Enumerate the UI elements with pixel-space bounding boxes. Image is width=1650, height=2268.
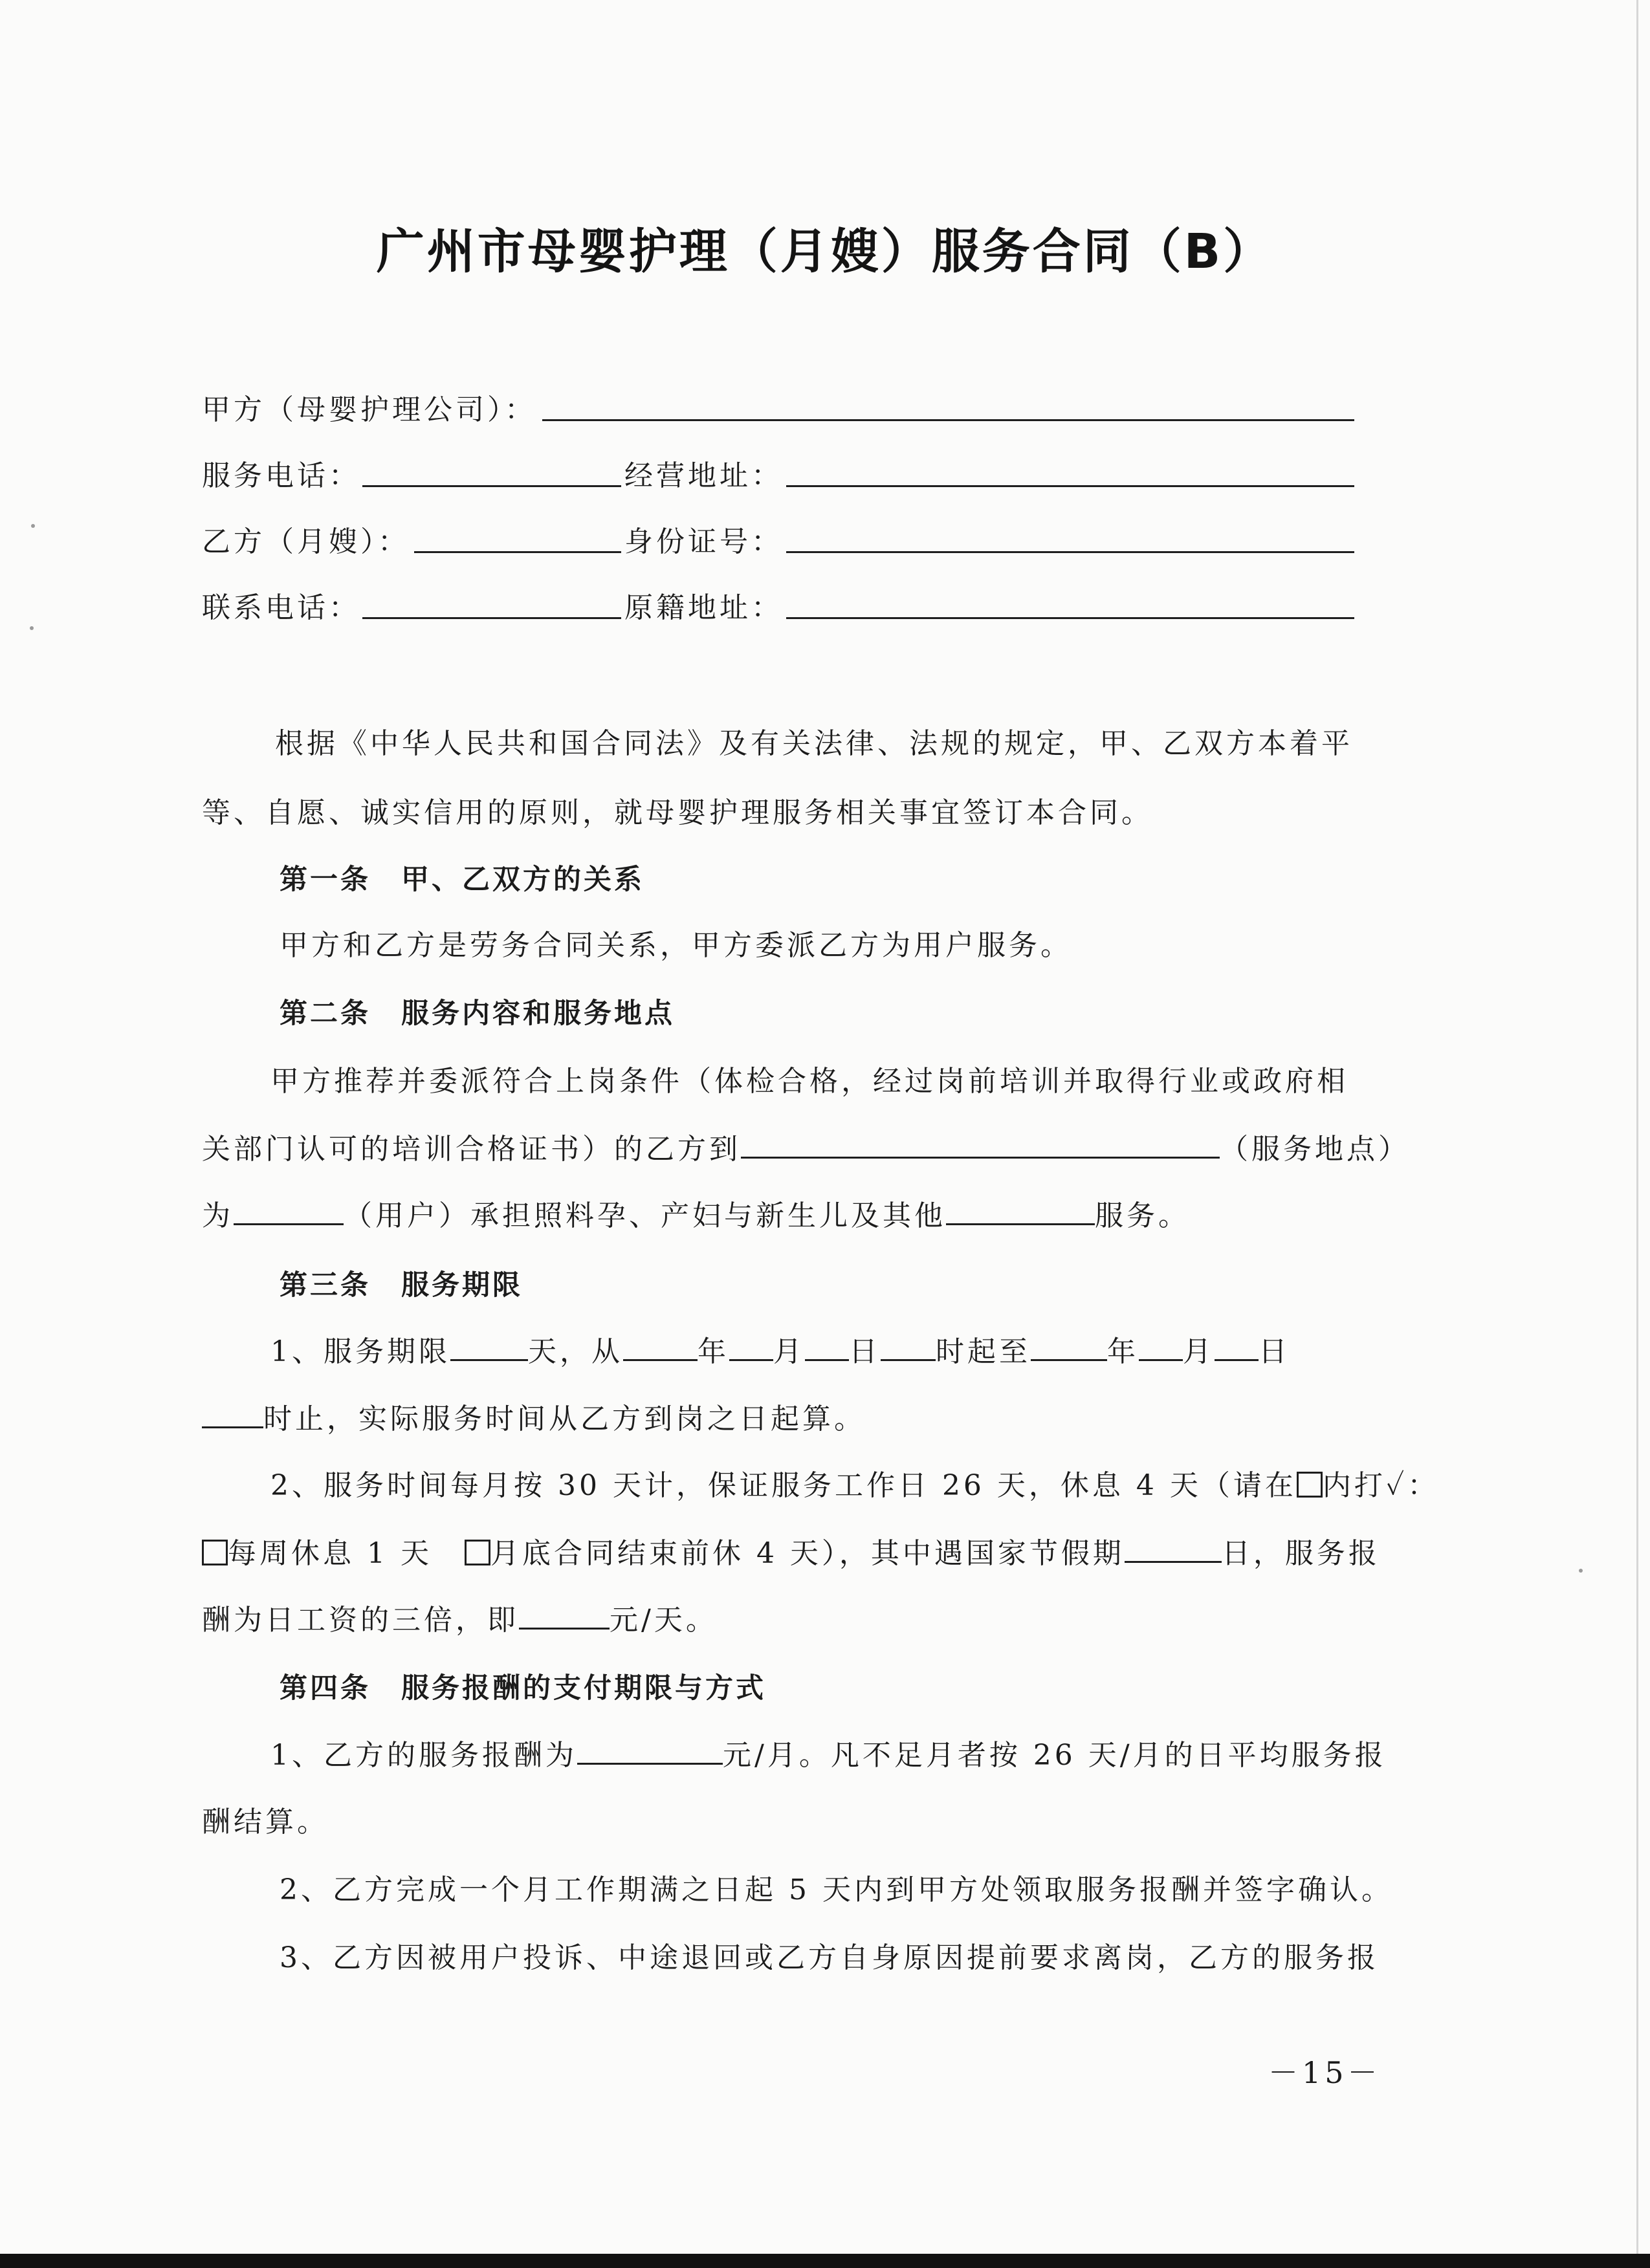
start-year-field[interactable] — [623, 1333, 698, 1361]
scan-speck — [30, 626, 34, 630]
user-field[interactable] — [234, 1197, 344, 1225]
contact-phone-field[interactable] — [362, 617, 621, 619]
check-instruction: 内打✓： — [1322, 1469, 1440, 1502]
article2-line2-text: 关部门认可的培训合格证书）的乙方到 — [202, 1133, 741, 1166]
article2-line3-suffix: 服务。 — [1095, 1199, 1190, 1232]
party-a-field[interactable] — [542, 419, 1354, 421]
article2-line3 — [202, 1195, 1190, 1237]
end-day-label: 日 — [1259, 1335, 1290, 1368]
end-hour-field[interactable] — [202, 1401, 263, 1428]
article3-heading: 第三条 服务期限 — [280, 1269, 523, 1302]
party-b-label: 乙方（月嫂）： — [202, 525, 410, 558]
service-location-field[interactable] — [741, 1131, 1220, 1159]
business-address-field[interactable] — [786, 485, 1354, 487]
end-month-field[interactable] — [1139, 1333, 1183, 1361]
article3-p1-line2 — [202, 1399, 866, 1440]
article4-p1-line1 — [270, 1735, 1387, 1776]
term-days-field[interactable] — [450, 1333, 528, 1361]
triple-pay-text: 酬为日工资的三倍，即 — [202, 1604, 519, 1637]
monthly-pay-label: 1、乙方的服务报酬为 — [270, 1739, 577, 1772]
start-month-field[interactable] — [729, 1333, 773, 1361]
service-phone-field[interactable] — [362, 485, 621, 487]
end-day-field[interactable] — [1215, 1333, 1259, 1361]
article4-heading: 第四条 服务报酬的支付期限与方式 — [280, 1672, 766, 1705]
contact-phone-label: 联系电话： — [202, 591, 360, 624]
id-number-label: 身份证号： — [624, 525, 783, 558]
business-address-label: 经营地址： — [624, 459, 783, 492]
article3-p1-end-text: 时止，实际服务时间从乙方到岗之日起算。 — [263, 1402, 866, 1435]
start-day-field[interactable] — [805, 1333, 849, 1361]
service-phone-label: 服务电话： — [202, 459, 360, 492]
article1-text: 甲方和乙方是劳务合同关系，甲方委派乙方为用户服务。 — [280, 929, 1072, 962]
article3-p2-line1 — [270, 1465, 1439, 1507]
scan-speck — [1579, 1569, 1583, 1573]
article3-p2-text: 2、服务时间每月按 30 天计，保证服务工作日 26 天，休息 4 天（请在 — [270, 1469, 1297, 1502]
other-service-field[interactable] — [946, 1197, 1095, 1225]
month-end-rest-label: 月底合同结束前休 4 天），其中遇国家节假期 — [490, 1537, 1125, 1570]
monthly-pay-field[interactable] — [577, 1737, 723, 1765]
page-edge — [1636, 0, 1638, 2254]
end-year-field[interactable] — [1031, 1333, 1107, 1361]
article4-p1-line2: 酬结算。 — [202, 1805, 329, 1838]
article2-line1: 甲方推荐并委派符合上岗条件（体检合格，经过岗前培训并取得行业或政府相 — [270, 1065, 1348, 1098]
article2-line2 — [202, 1129, 1410, 1170]
term-from-label: 天，从 — [528, 1335, 623, 1368]
article2-line3-text: （用户）承担照料孕、产妇与新生儿及其他 — [344, 1199, 946, 1232]
start-hour-label: 时起至 — [936, 1335, 1031, 1368]
page-number: －15－ — [1268, 2055, 1381, 2090]
article4-p2: 2、乙方完成一个月工作期满之日起 5 天内到甲方处领取服务报酬并签字确认。 — [280, 1873, 1393, 1906]
article3-p2-line3 — [202, 1600, 718, 1641]
scan-speck — [31, 524, 35, 528]
month-end-rest-checkbox[interactable] — [465, 1540, 490, 1565]
id-number-field[interactable] — [786, 551, 1354, 553]
monthly-pay-text: 元/月。凡不足月者按 26 天/月的日平均服务报 — [723, 1739, 1387, 1772]
origin-address-field[interactable] — [786, 617, 1354, 619]
preamble-line2: 等、自愿、诚实信用的原则，就母婴护理服务相关事宜签订本合同。 — [202, 796, 1153, 829]
checkbox-icon — [1297, 1472, 1323, 1498]
start-day-label: 日 — [849, 1335, 881, 1368]
weekly-rest-checkbox[interactable] — [202, 1540, 228, 1565]
end-month-label: 月 — [1183, 1335, 1215, 1368]
end-year-label: 年 — [1107, 1335, 1139, 1368]
holiday-rate-unit: 元/天。 — [610, 1604, 718, 1637]
holiday-days-field[interactable] — [1125, 1535, 1222, 1563]
party-b-field[interactable] — [414, 551, 621, 553]
holiday-rate-field[interactable] — [519, 1602, 610, 1630]
document-title: 广州市母婴护理（月嫂）服务合同（B） — [376, 224, 1274, 279]
article2-heading: 第二条 服务内容和服务地点 — [280, 998, 675, 1030]
scan-bottom-border — [0, 2254, 1650, 2268]
service-location-label: （服务地点） — [1220, 1133, 1410, 1166]
article3-p2-line2 — [202, 1533, 1380, 1575]
holiday-text: 日，服务报 — [1221, 1537, 1380, 1570]
term-days-label: 1、服务期限 — [270, 1335, 450, 1368]
weekly-rest-label: 每周休息 1 天 — [228, 1537, 432, 1570]
start-year-label: 年 — [698, 1335, 729, 1368]
preamble-line1: 根据《中华人民共和国合同法》及有关法律、法规的规定，甲、乙双方本着平 — [275, 727, 1353, 760]
article2-line3-prefix: 为 — [202, 1199, 234, 1232]
start-month-label: 月 — [773, 1335, 805, 1368]
origin-address-label: 原籍地址： — [624, 591, 783, 624]
party-a-label: 甲方（母婴护理公司）： — [202, 393, 536, 426]
article1-heading: 第一条 甲、乙双方的关系 — [280, 864, 644, 896]
start-hour-field[interactable] — [881, 1333, 936, 1361]
article4-p3: 3、乙方因被用户投诉、中途退回或乙方自身原因提前要求离岗，乙方的服务报 — [280, 1941, 1379, 1974]
article3-p1-line1 — [270, 1331, 1290, 1373]
